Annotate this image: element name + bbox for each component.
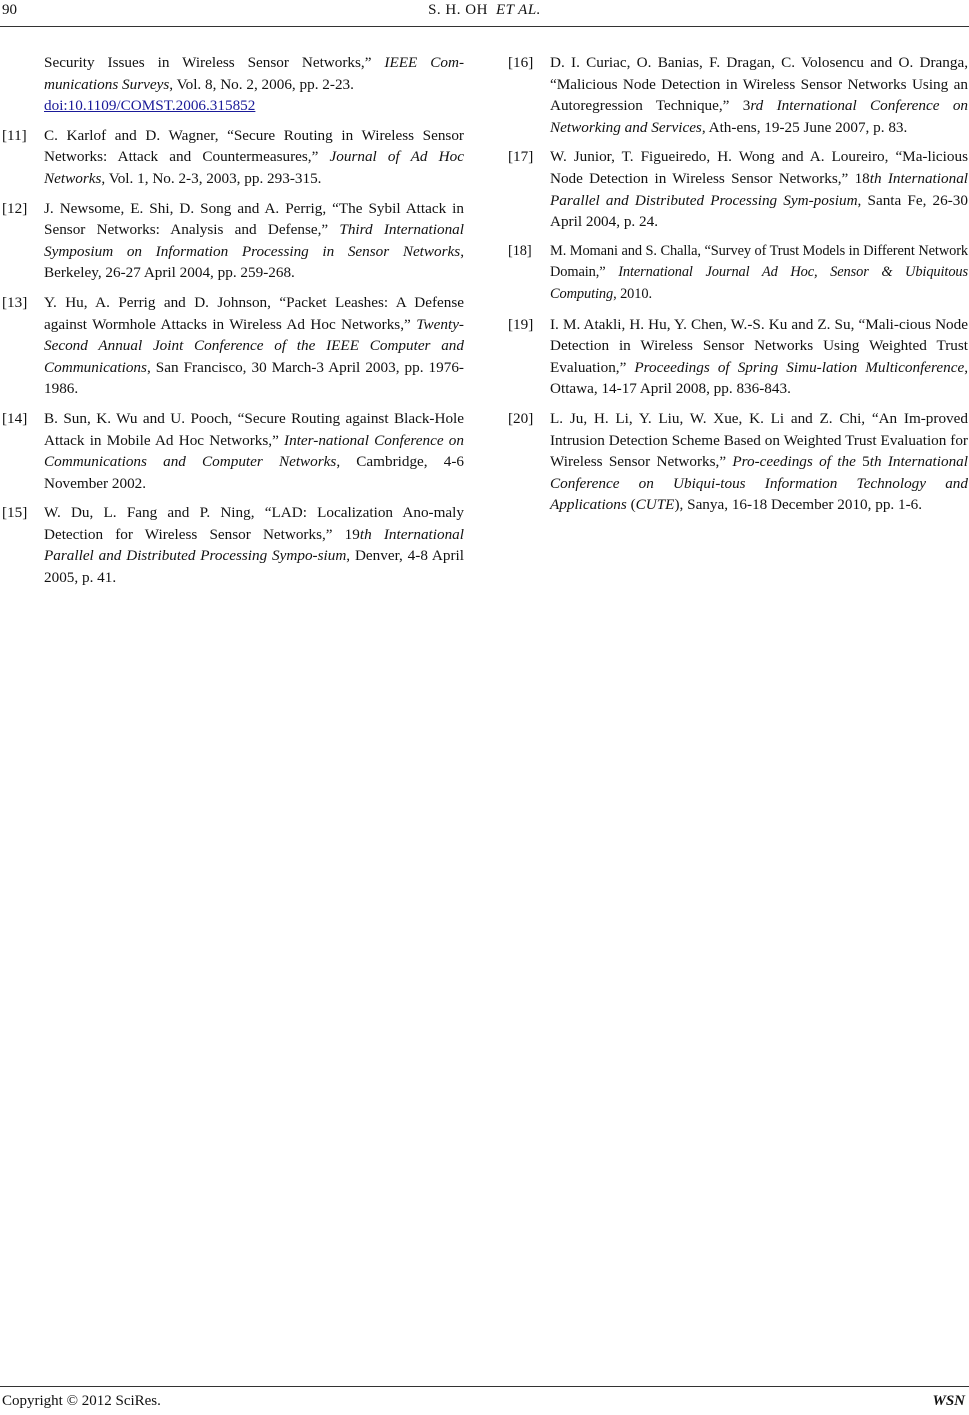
left-column	[0, 52, 464, 597]
reference-10-continuation: Security Issues in Wireless Sensor Networks,” IEEE Com-munications Surveys, Vol. 8, No. 2, 2006, pp. 2-23. doi:10.1109/COMST.2006.315852	[44, 54, 465, 115]
reference-number: [12]	[2, 199, 28, 217]
copyright-notice: Copyright © 2012 SciRes.	[2, 1393, 161, 1409]
reference-number: [16]	[508, 54, 534, 71]
reference-number: [11]	[2, 126, 27, 144]
reference-16: [16] D. I. Curiac, O. Banias, F. Dragan, C. Volosencu and O. Dranga, “Malicious Node Detection in Wireless Sensor Networks Using an Autoregression Technique,” 3rd International Conference on Networking and Services, Ath-ens, 19-25 June 2007, p. 83.	[508, 54, 969, 136]
page-number: 90	[2, 2, 17, 18]
reference-17: [17] W. Junior, T. Figueiredo, H. Wong and A. Loureiro, “Ma-licious Node Detection in Wireless Sensor Networks,” 18th International Parallel and Distributed Processing Sym-posium, Santa Fe, 26-30 April 2004, p. 24.	[508, 148, 969, 231]
reference-number: [13]	[2, 293, 28, 311]
reference-11: [11] C. Karlof and D. Wagner, “Secure Routing in Wireless Sensor Networks: Attack and Countermeasures,” Journal of Ad Hoc Networks, Vol. 1, No. 2-3, 2003, pp. 293-315.	[2, 126, 464, 187]
reference-number: [14]	[2, 409, 28, 427]
reference-18: [18] M. Momani and S. Challa, “Survey of Trust Models in Different Network Domain,” International Journal Ad Hoc, Sensor & Ubiquitous Computing, 2010.	[508, 242, 969, 302]
reference-12: [12] J. Newsome, E. Shi, D. Song and A. Perrig, “The Sybil Attack in Sensor Networks: Analysis and Defense,” Third International Symposium on Information Processing in Sensor Networks, Berkeley, 26-27 April 2004, pp. 259-268.	[2, 199, 464, 282]
running-head-authors: S. H. OH	[428, 2, 488, 18]
reference-number: [15]	[2, 504, 28, 522]
page-footer	[0, 1386, 969, 1415]
reference-number: [18]	[508, 242, 532, 259]
reference-19: [19] I. M. Atakli, H. Hu, Y. Chen, W.-S. Ku and Z. Su, “Mali-cious Node Detection in Wireless Sensor Networks Using Weighted Trust Evaluation,” Proceedings of Spring Simu-lation Multiconference, Ottawa, 14-17 April 2008, pp. 836-843.	[508, 315, 968, 398]
reference-14: [14] B. Sun, K. Wu and U. Pooch, “Secure Routing against Black-Hole Attack in Mobile Ad Hoc Networks,” Inter-national Conference on Communications and Computer Networks, Cambridge, 4-6 November 2002.	[2, 409, 464, 492]
running-head-etal: ET AL.	[495, 2, 541, 18]
page-header	[0, 0, 969, 27]
journal-abbreviation: WSN	[932, 1393, 965, 1409]
reference-20: [20] L. Ju, H. Li, Y. Liu, W. Xue, K. Li and Z. Chi, “An Im-proved Intrusion Detection Scheme Based on Weighted Trust Evaluation for Wireless Sensor Networks,” Pro-ceedings of the 5th International Conference on Ubiqui-tous Information Technology and Applications (CUTE), Sanya, 16-18 December 2010, pp. 1-6.	[508, 409, 968, 514]
reference-13: [13] Y. Hu, A. Perrig and D. Johnson, “Packet Leashes: A Defense against Wormhole Attacks in Wireless Ad Hoc Networks,” Twenty-Second Annual Joint Conference of the IEEE Computer and Communications, San Francisco, 30 March-3 April 2003, pp. 1976-1986.	[2, 293, 464, 398]
reference-15: [15] W. Du, L. Fang and P. Ning, “LAD: Localization Ano-maly Detection for Wireless Sensor Networks,” 19th International Parallel and Distributed Processing Sympo-sium, Denver, 4-8 April 2005, p. 41.	[2, 504, 464, 587]
doi-link[interactable]: doi:10.1109/COMST.2006.315852	[44, 97, 256, 115]
reference-number: [20]	[508, 409, 534, 427]
right-column	[506, 52, 968, 524]
reference-number: [17]	[508, 148, 534, 166]
reference-number: [19]	[508, 315, 534, 333]
running-head	[0, 2, 969, 19]
